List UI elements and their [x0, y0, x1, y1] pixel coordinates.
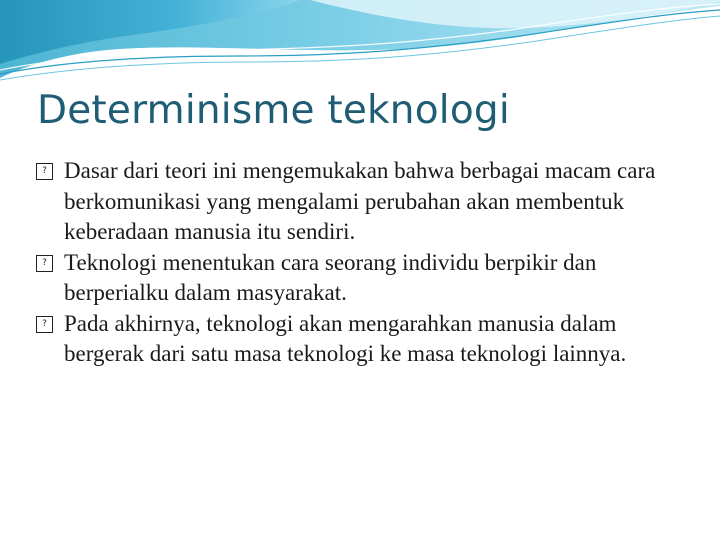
missing-glyph-icon: ?: [36, 255, 53, 272]
missing-glyph-icon: ?: [36, 163, 53, 180]
bullet-item: [36, 309, 696, 370]
bullet-text: Teknologi menentukan cara seorang individu berpikir dan berperialku dalam masyarakat.: [64, 249, 597, 305]
wave-header-decoration: [0, 0, 720, 90]
missing-glyph-icon: ?: [36, 316, 53, 333]
bullet-text: Dasar dari teori ini mengemukakan bahwa berbagai macam cara berkomunikasi yang mengalami perubahan akan membentuk keberadaan manusia itu sendiri.: [64, 158, 656, 244]
bullet-item: [36, 156, 696, 248]
slide-body: [36, 156, 696, 370]
bullet-item: [36, 248, 696, 309]
bullet-text: Pada akhirnya, teknologi akan mengarahkan manusia dalam bergerak dari satu masa teknologi ke masa teknologi lainnya.: [64, 310, 627, 366]
slide-title: Determinisme teknologi: [37, 88, 510, 133]
